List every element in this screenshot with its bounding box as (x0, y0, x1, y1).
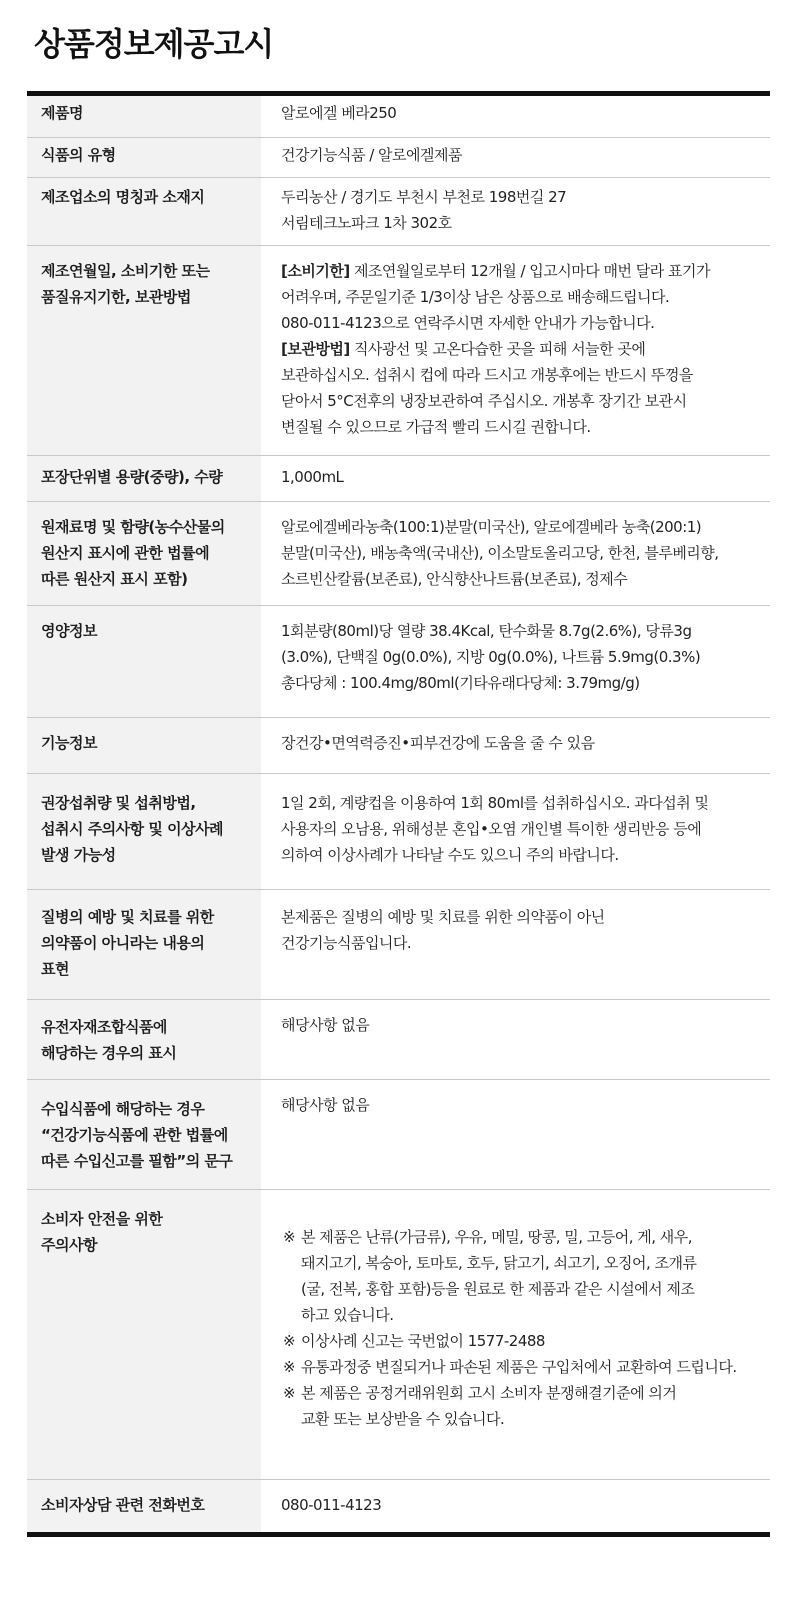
table-row (27, 1000, 770, 1080)
row-label: 포장단위별 용량(중량), 수량 (27, 456, 261, 501)
table-row (27, 246, 770, 456)
caution-note: ※ 본 제품은 난류(가금류), 우유, 메밀, 땅콩, 밀, 고등어, 게, 새우, 돼지고기, 복숭아, 토마토, 호두, 닭고기, 쇠고기, 오징어, 조개류 (굴, 전복, 홍합 포함)등을 원료로 한 제품과 같은 시설에서 제조 하고 있습니다. (283, 1228, 697, 1324)
row-value: [소비기한] 제조연월일로부터 12개월 / 입고시마다 매번 달라 표기가 어려우며, 주문일기준 1/3이상 남은 상품으로 배송해드립니다. 080-011-4123으로 연락주시면 자세한 안내가 가능합니다. [보관방법] 직사광선 및 고온다습한 곳을 피해 서늘한 곳에 보관하십시오. 섭취시 컵에 따라 드시고 개봉후에는 반드시 뚜껑을 닫아서 5°C전후의 냉장보관하여 주십시오. 개봉후 장기간 보관시 변질될 수 있으므로 가급적 빨리 드시길 권합니다. (281, 262, 710, 436)
row-value: 1회분량(80ml)당 열량 38.4Kcal, 탄수화물 8.7g(2.6%), 당류3g (3.0%), 단백질 0g(0.0%), 지방 0g(0.0%), 나트륨 5.9mg(0.3%) 총다당체 : 100.4mg/80ml(기타유래다당체: 3.79mg/g) (281, 622, 701, 692)
table-row (27, 456, 770, 502)
row-value: 080-011-4123 (281, 1496, 382, 1514)
row-label: 수입식품에 해당하는 경우 “건강기능식품에 관한 법률에 따른 수입신고를 필함”의 문구 (27, 1080, 261, 1189)
row-label: 기능정보 (27, 718, 261, 773)
row-label: 식품의 유형 (27, 138, 261, 177)
row-label: 제조연월일, 소비기한 또는 품질유지기한, 보관방법 (27, 246, 261, 455)
table-row (27, 1080, 770, 1190)
row-value: 1일 2회, 계량컵을 이용하여 1회 80ml를 섭취하십시오. 과다섭취 및 사용자의 오남용, 위해성분 혼입•오염 개인별 특이한 생리반응 등에 의하여 이상사례가 나타날 수도 있으니 주의 바랍니다. (281, 794, 709, 864)
shelf-life-tag: [소비기한] (281, 262, 350, 280)
caution-note: ※ 유통과정중 변질되거나 파손된 제품은 구입처에서 교환하여 드립니다. (283, 1358, 737, 1376)
table-row (27, 1190, 770, 1480)
row-label: 권장섭취량 및 섭취방법, 섭취시 주의사항 및 이상사례 발생 가능성 (27, 774, 261, 889)
row-label: 유전자재조합식품에 해당하는 경우의 표시 (27, 1000, 261, 1079)
row-value: 해당사항 없음 (281, 1016, 370, 1034)
row-value: 본제품은 질병의 예방 및 치료를 위한 의약품이 아닌 건강기능식품입니다. (281, 908, 605, 952)
row-value: 두리농산 / 경기도 부천시 부천로 198번길 27 서림테크노파크 1차 302호 (281, 188, 567, 232)
row-value: 1,000mL (281, 468, 344, 486)
row-label: 영양정보 (27, 606, 261, 717)
row-label: 소비자상담 관련 전화번호 (27, 1480, 261, 1532)
row-value: 건강기능식품 / 알로에겔제품 (281, 146, 462, 164)
row-value (261, 1190, 770, 1479)
table-row (27, 96, 770, 138)
storage-tag: [보관방법] (281, 340, 350, 358)
row-value: 해당사항 없음 (281, 1096, 370, 1114)
table-row (27, 138, 770, 178)
row-label: 원재료명 및 함량(농수산물의 원산지 표시에 관한 법률에 따른 원산지 표시 포함) (27, 502, 261, 605)
table-row (27, 502, 770, 606)
row-label: 질병의 예방 및 치료를 위한 의약품이 아니라는 내용의 표현 (27, 890, 261, 999)
row-value: 장건강•면역력증진•피부건강에 도움을 줄 수 있음 (281, 734, 595, 752)
caution-note: ※ 이상사례 신고는 국번없이 1577-2488 (283, 1332, 545, 1350)
page-title: 상품정보제공고시 (34, 25, 274, 63)
table-row (27, 178, 770, 246)
caution-notes (283, 1224, 760, 1432)
table-row (27, 718, 770, 774)
table-row (27, 890, 770, 1000)
row-label: 제품명 (27, 96, 261, 137)
caution-note: ※ 본 제품은 공정거래위원회 고시 소비자 분쟁해결기준에 의거 교환 또는 보상받을 수 있습니다. (283, 1384, 677, 1428)
row-value: 알로에겔베라농축(100:1)분말(미국산), 알로에겔베라 농축(200:1) 분말(미국산), 배농축액(국내산), 이소말토올리고당, 한천, 블루베리향, 소르빈산칼륨(보존료), 안식향산나트륨(보존료), 정제수 (281, 518, 719, 588)
table-row (27, 606, 770, 718)
row-label: 소비자 안전을 위한 주의사항 (27, 1190, 261, 1479)
product-info-table (27, 91, 770, 1537)
row-value: 알로에겔 베라250 (281, 104, 397, 122)
table-row (27, 774, 770, 890)
row-label: 제조업소의 명칭과 소재지 (27, 178, 261, 245)
table-row (27, 1480, 770, 1532)
